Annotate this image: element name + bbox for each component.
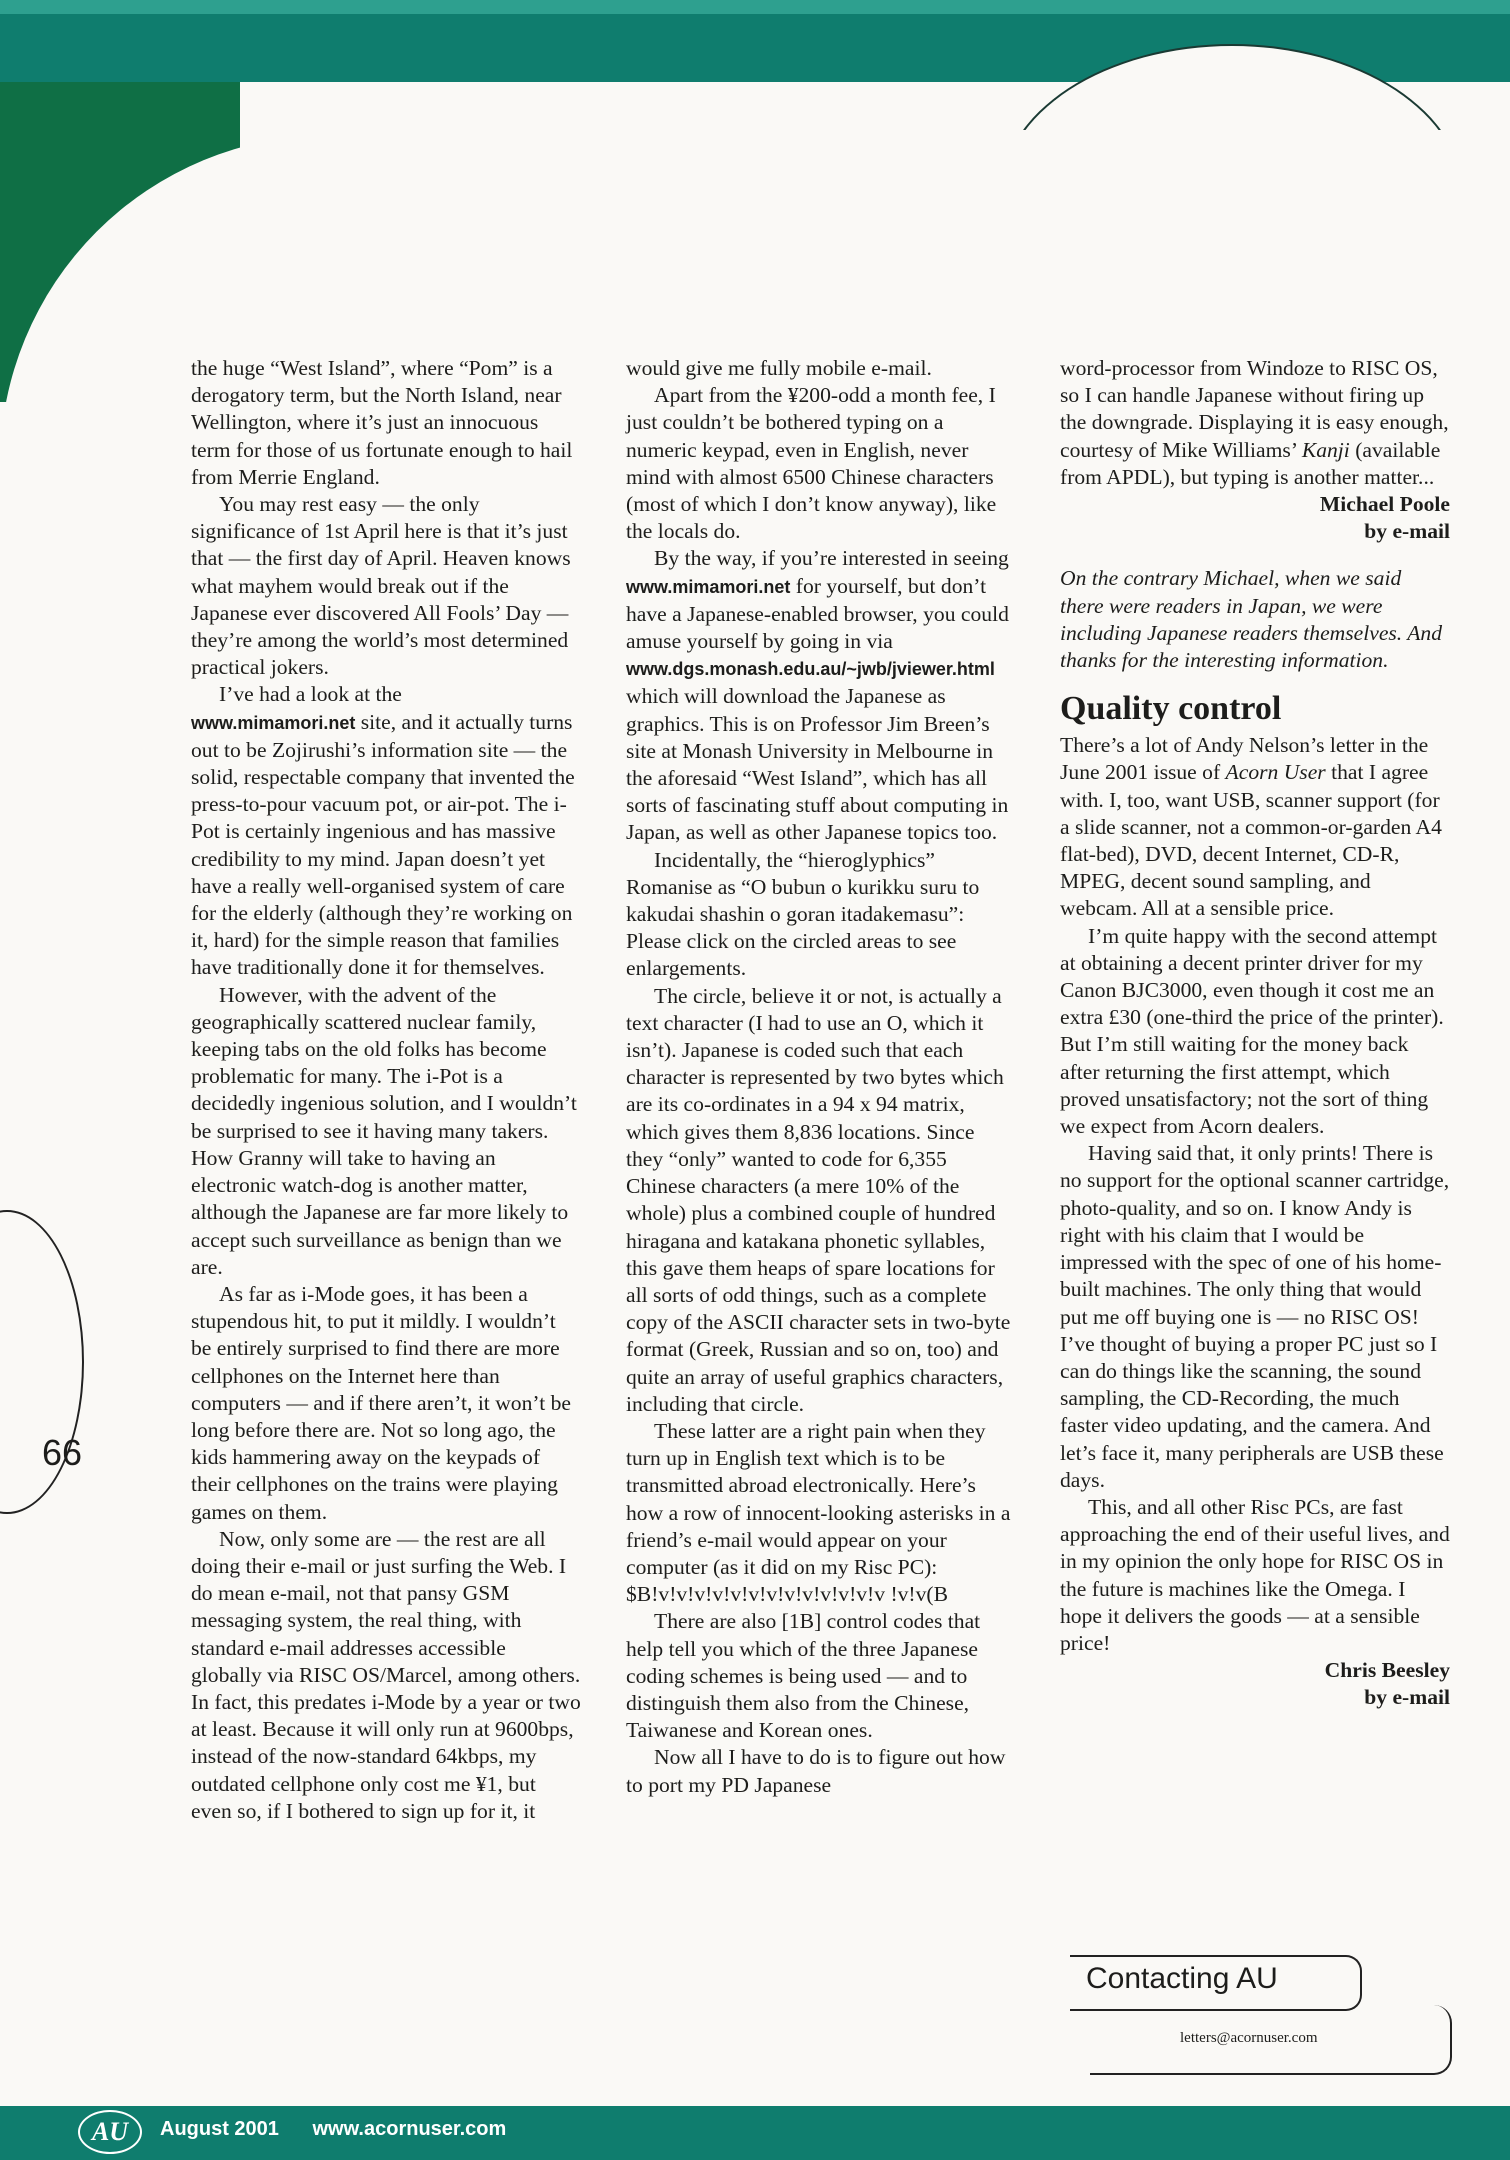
- paragraph-text: By the way, if you’re interested in seeing: [654, 546, 1009, 571]
- signature-name: Chris Beesley: [1324, 1658, 1450, 1683]
- url-link[interactable]: www.mimamori.net: [191, 712, 356, 733]
- paragraph: [191, 681, 581, 981]
- paragraph-text: for yourself, but don’t have a Japanese-enabled browser, you could amuse yourself by going in via: [626, 573, 1009, 654]
- paragraph-text: (available from APDL), but typing is another matter...: [1060, 437, 1441, 489]
- url-link[interactable]: www.mimamori.net: [626, 576, 791, 597]
- product-name: Kanji: [1301, 437, 1350, 462]
- contact-email-link[interactable]: letters@acornuser.com: [1180, 2030, 1318, 2046]
- signature-via: by e-mail: [1364, 1685, 1450, 1710]
- paragraph-text: There’s a lot of Andy Nelson’s letter in the June 2001 issue of: [1060, 733, 1429, 785]
- paragraph: [626, 545, 1016, 846]
- editor-note-text: On the contrary Michael, when we said there were readers in Japan, we were including Japanese readers themselves. And thanks for the interesting information.: [1060, 566, 1443, 673]
- paragraph: I’m quite happy with the second attempt at obtaining a decent printer driver for my Canon BJC3000, even though it cost me an extra £30 (one-third the price of the printer). But I’m still waiting for the money back after returning the first attempt, which proved unsatisfactory; not the sort of thing we expect from Acorn dealers.: [1060, 923, 1444, 1139]
- paragraph: Now, only some are — the rest are all doing their e-mail or just surfing the Web. I do mean e-mail, not that pansy GSM messaging system, the real thing, with standard e-mail addresses accessible globally via RISC OS/Marcel, among others. In fact, this predates i-Mode by a year or two at least. Because it will only run at 9600bps, instead of the now-standard 64kbps, my outdated cellphone only cost me ¥1, but even so, if I bothered to sign up for it, it: [191, 1526, 581, 1823]
- text-column-2: [626, 355, 1016, 1799]
- signature-name: Michael Poole: [1319, 492, 1450, 517]
- contact-title: Contacting AU: [1086, 1962, 1278, 1995]
- paragraph: As far as i-Mode goes, it has been a stupendous hit, to put it mildly. I wouldn’t be entirely surprised to find there are more cellphones on the Internet here than computers — and if there aren’t, it won’t be long before there are. Not so long ago, the kids hammering away on the keypads of their cellphones on the trains were playing games on them.: [191, 1281, 571, 1524]
- paragraph-text: that I agree with. I, too, want USB, scanner support (for a slide scanner, not a common-or-garden A4 flat-bed), DVD, decent Internet, CD-R, MPEG, decent sound sampling, and webcam. All at a sensible price.: [1060, 760, 1442, 921]
- text-column-1: [191, 355, 581, 1825]
- footer-issue: August 2001: [160, 2118, 279, 2140]
- footer-url[interactable]: www.acornuser.com: [312, 2118, 507, 2140]
- paragraph: Now all I have to do is to figure out how to port my PD Japanese: [626, 1745, 1006, 1797]
- paragraph: Apart from the ¥200-odd a month fee, I just couldn’t be bothered typing on a numeric keypad, even in English, never mind with almost 6500 Chinese characters (most of which I don’t know anyway), like the locals do.: [626, 383, 997, 544]
- paragraph: The circle, believe it or not, is actually a text character (I had to use an O, which it isn’t). Japanese is coded such that each character is represented by two bytes which are its co-ordinates in a 94 x 94 matrix, which gives them 8,836 locations. Since they “only” wanted to code for 6,355 Chinese characters (a mere 10% of the whole) plus a combined couple of hundred hiragana and katakana phonetic syllables, this gave them heaps of spare locations for all sorts of odd things, such as a complete copy of the ASCII character sets in two-byte format (Greek, Russian and so on, too) and quite an array of useful graphics characters, including that circle.: [626, 983, 1011, 1416]
- paragraph: There are also [1B] control codes that help tell you which of the three Japanese coding schemes is being used — and to distinguish them also from the Chinese, Taiwanese and Korean ones.: [626, 1609, 981, 1743]
- paragraph: would give me fully mobile e-mail.: [626, 356, 932, 380]
- section-heading: Quality control: [1060, 690, 1282, 728]
- paragraph-text: word-processor from Windoze to RISC OS, so I can handle Japanese without firing up the downgrade. Displaying it is easy enough, courtesy of Mike Williams’: [1060, 356, 1449, 462]
- paragraph-text: which will download the Japanese as graphics. This is on Professor Jim Breen’s site at Monash University in Melbourne in the aforesaid “West Island”, which has all sorts of fascinating stuff about computing in Japan, as well as other Japanese topics too.: [626, 684, 1009, 845]
- paragraph-text: I’ve had a look at the: [219, 682, 402, 707]
- header-tab-cover: [990, 130, 1470, 200]
- au-logo: AU: [78, 2110, 142, 2154]
- magazine-name: Acorn User: [1225, 760, 1326, 785]
- url-link[interactable]: www.dgs.monash.edu.au/~jwb/jviewer.html: [626, 659, 995, 680]
- footer-text: [160, 2118, 534, 2141]
- page-number: 66: [42, 1432, 83, 1473]
- paragraph: These latter are a right pain when they turn up in English text which is to be transmitted abroad electronically. Here’s how a row of innocent-looking asterisks in a friend’s e-mail would appear on your computer (as it did on my Risc PC): $B!v!v!v!v!v!v!v!v!v!v!v!v!v !v!v(B: [626, 1418, 1011, 1607]
- paragraph: However, with the advent of the geographically scattered nuclear family, keeping tabs on the old folks has become problematic for many. The i-Pot is a decidedly ingenious solution, and I wouldn’t be surprised to see it having many takers. How Granny will take to having an electronic watch-dog is another matter, although the Japanese are far more likely to accept such surveillance as benign than we are.: [191, 982, 577, 1279]
- paragraph: [1060, 732, 1450, 922]
- paragraph: the huge “West Island”, where “Pom” is a derogatory term, but the North Island, near Wellington, where it’s just an innocuous term for those of us fortunate enough to hail from Merrie England.: [191, 356, 573, 489]
- paragraph: You may rest easy — the only significance of 1st April here is that it’s just that — the first day of April. Heaven knows what mayhem would break out if the Japanese ever discovered All Fools’ Day — they’re among the world’s most determined practical jokers.: [191, 492, 571, 680]
- paragraph: Incidentally, the “hieroglyphics” Romanise as “O bubun o kurikku suru to kakudai shashin o goran itadakemasu”: Please click on the circled areas to see enlargements.: [626, 847, 980, 981]
- signature-via: by e-mail: [1364, 519, 1450, 544]
- editor-note: [1060, 565, 1450, 674]
- paragraph: Having said that, it only prints! There is no support for the optional scanner cartridge, photo-quality, and so on. I know Andy is right with his claim that I would be impressed with the spec of one of his home-built machines. The only thing that would put me off buying one is — no RISC OS! I’ve thought of buying a proper PC just so I can do things like the scanning, the sound sampling, the CD-Recording, the much faster video updating, and the camera. And let’s face it, many peripherals are USB these days.: [1060, 1141, 1450, 1492]
- paragraph: [1060, 355, 1450, 491]
- text-column-3: [1060, 355, 1450, 1712]
- paragraph-text: site, and it actually turns out to be Zojirushi’s information site — the solid, respectable company that invented the press-to-pour vacuum pot, or air-pot. The i-Pot is certainly ingenious and has massive credibility to my mind. Japan doesn’t yet have a really well-organised system of care for the elderly (although they’re working on it, hard) for the simple reason that families have traditionally done it for themselves.: [191, 709, 575, 980]
- paragraph: This, and all other Risc PCs, are fast approaching the end of their useful lives, and in my opinion the only hope for RISC OS in the future is machines like the Omega. I hope it delivers the goods — at a sensible price!: [1060, 1494, 1450, 1655]
